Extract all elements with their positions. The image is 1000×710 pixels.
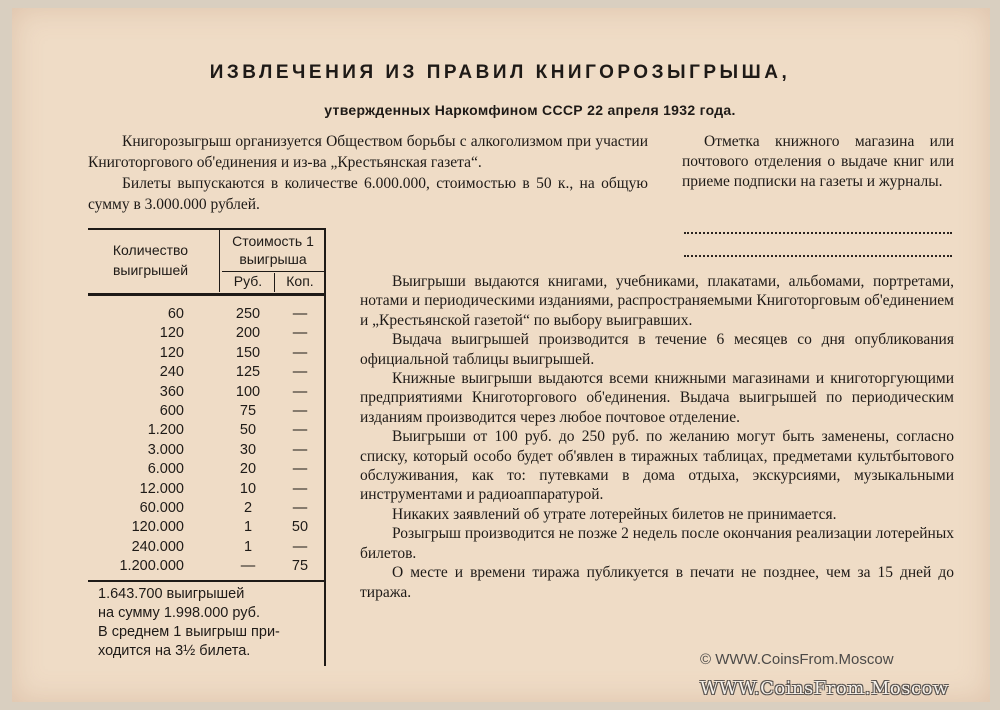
prize-kop: — bbox=[292, 402, 308, 419]
rule-paragraph: О месте и времени тиража публикуется в печати не позднее, чем за 15 дней до тиража. bbox=[360, 564, 954, 601]
summary-line: В среднем 1 выигрыш при- bbox=[98, 624, 280, 640]
prize-rub: 1 bbox=[243, 538, 253, 555]
table-row bbox=[88, 500, 326, 519]
prize-kop: — bbox=[292, 325, 308, 342]
prize-kop: — bbox=[292, 480, 308, 497]
prize-count: 240.000 bbox=[131, 538, 184, 555]
document-subtitle: утвержденных Наркомфином СССР 22 апреля 1932 года. bbox=[324, 102, 736, 118]
prize-kop: — bbox=[292, 306, 308, 322]
prize-kop: — bbox=[292, 499, 308, 516]
prize-rub: 100 bbox=[235, 383, 261, 400]
header-cost: Стоимость 1 выигрыша bbox=[232, 233, 314, 267]
table-row bbox=[88, 461, 326, 480]
table-divider bbox=[88, 580, 326, 582]
prize-rub: 50 bbox=[239, 422, 257, 439]
table-divider bbox=[274, 273, 275, 292]
prize-count: 3.000 bbox=[147, 441, 184, 458]
table-divider bbox=[222, 271, 324, 272]
prize-kop: 50 bbox=[291, 519, 309, 536]
prize-kop: — bbox=[292, 364, 308, 381]
dotted-line bbox=[684, 232, 952, 234]
prize-kop: — bbox=[292, 422, 308, 439]
table-row bbox=[88, 519, 326, 538]
rule-paragraph: Книжные выигрыши выдаются всеми книжными магазинами и книготоргующими предприятиями Книготоргового об'единения. Выдача выигрышей по периодическим изданиям производится через любое почтовое отделение. bbox=[360, 370, 954, 426]
prize-count: 1.200.000 bbox=[119, 558, 184, 575]
header-count: Количество выигрышей bbox=[112, 242, 189, 278]
prize-rub: 10 bbox=[239, 480, 257, 497]
table-row bbox=[88, 364, 326, 383]
prize-rub: 125 bbox=[235, 364, 261, 381]
prize-kop: — bbox=[292, 441, 308, 458]
summary-line: 1.643.700 выигрышей bbox=[98, 586, 245, 602]
prize-count: 600 bbox=[159, 402, 184, 419]
table-divider bbox=[219, 230, 220, 292]
prize-count: 6.000 bbox=[147, 461, 184, 478]
table-row bbox=[88, 442, 326, 461]
summary-line: ходится на 3½ билета. bbox=[98, 643, 251, 659]
prize-rub: 75 bbox=[239, 402, 257, 419]
prize-count: 12.000 bbox=[139, 480, 184, 497]
prize-count: 60 bbox=[167, 306, 184, 322]
header-kop: Коп. bbox=[286, 273, 314, 289]
prize-rub: 2 bbox=[243, 499, 253, 516]
table-row bbox=[88, 558, 326, 577]
prize-table-rows bbox=[88, 306, 326, 577]
table-row bbox=[88, 481, 326, 500]
prize-count: 1.200 bbox=[147, 422, 184, 439]
prize-summary bbox=[98, 585, 324, 661]
watermark-small: © WWW.CoinsFrom.Moscow bbox=[700, 651, 894, 668]
rule-paragraph: Выигрыши выдаются книгами, учебниками, плакатами, альбомами, портретами, нотами и периодическими изданиями, распространяемыми Книготорговым об'единением и „Крестьянской газетой“ по выбору выигравших. bbox=[360, 273, 954, 329]
prize-count: 120 bbox=[159, 325, 184, 342]
intro-text bbox=[88, 131, 648, 215]
table-row bbox=[88, 325, 326, 344]
prize-count: 60.000 bbox=[139, 499, 184, 516]
summary-line: на сумму 1.998.000 руб. bbox=[98, 605, 260, 621]
rule-paragraph: Розыгрыш производится не позже 2 недель после окончания реализации лотерейных билетов. bbox=[360, 525, 954, 562]
rule-paragraph: Никаких заявлений об утрате лотерейных билетов не принимается. bbox=[392, 505, 837, 523]
dotted-line bbox=[684, 255, 952, 257]
table-row bbox=[88, 384, 326, 403]
prize-kop: — bbox=[292, 461, 308, 478]
prize-count: 120 bbox=[159, 344, 184, 361]
prize-rub: 250 bbox=[235, 306, 261, 322]
table-row bbox=[88, 306, 326, 325]
prize-count: 360 bbox=[159, 383, 184, 400]
intro-paragraph: Книгорозыгрыш организуется Обществом борьбы с алкоголизмом при участии Книготоргового об'единения и из-ва „Крестьянская газета“. bbox=[88, 133, 648, 171]
watermark-large: WWW.CoinsFrom.Moscow bbox=[700, 678, 949, 699]
prize-kop: 75 bbox=[291, 558, 309, 575]
prize-rub: 150 bbox=[235, 344, 261, 361]
prize-count: 240 bbox=[159, 364, 184, 381]
prize-rub: — bbox=[240, 558, 256, 575]
stamp-note: Отметка книжного магазина или почтового отделения о выдаче книг или приеме подписки на газеты и журналы. bbox=[682, 133, 954, 190]
table-row bbox=[88, 345, 326, 364]
rules-text bbox=[360, 272, 954, 602]
document-title: ИЗВЛЕЧЕНИЯ ИЗ ПРАВИЛ КНИГОРОЗЫГРЫША, bbox=[209, 62, 791, 83]
prize-rub: 1 bbox=[243, 519, 253, 536]
prize-kop: — bbox=[292, 344, 308, 361]
rule-paragraph: Выдача выигрышей производится в течение 6 месяцев со дня опубликования официальной таблицы выигрышей. bbox=[360, 331, 954, 368]
header-rub: Руб. bbox=[233, 273, 263, 289]
rule-paragraph: Выигрыши от 100 руб. до 250 руб. по желанию могут быть заменены, согласно списку, который особо будет об'явлен в тиражных таблицах, предметами культбытового обслуживания, как то: путевками в дома отдыха, экскурсиями, музыкальными инструментами и радиоаппаратурой. bbox=[360, 428, 954, 504]
table-row bbox=[88, 539, 326, 558]
prize-kop: — bbox=[292, 383, 308, 400]
prize-rub: 20 bbox=[239, 461, 257, 478]
prize-rub: 200 bbox=[235, 325, 261, 342]
prize-count: 120.000 bbox=[131, 519, 184, 536]
table-row bbox=[88, 422, 326, 441]
intro-paragraph: Билеты выпускаются в количестве 6.000.000, стоимостью в 50 к., на общую сумму в 3.000.000 рублей. bbox=[88, 175, 648, 213]
table-row bbox=[88, 403, 326, 422]
prize-kop: — bbox=[292, 538, 308, 555]
prize-rub: 30 bbox=[239, 441, 257, 458]
table-divider bbox=[88, 293, 326, 296]
